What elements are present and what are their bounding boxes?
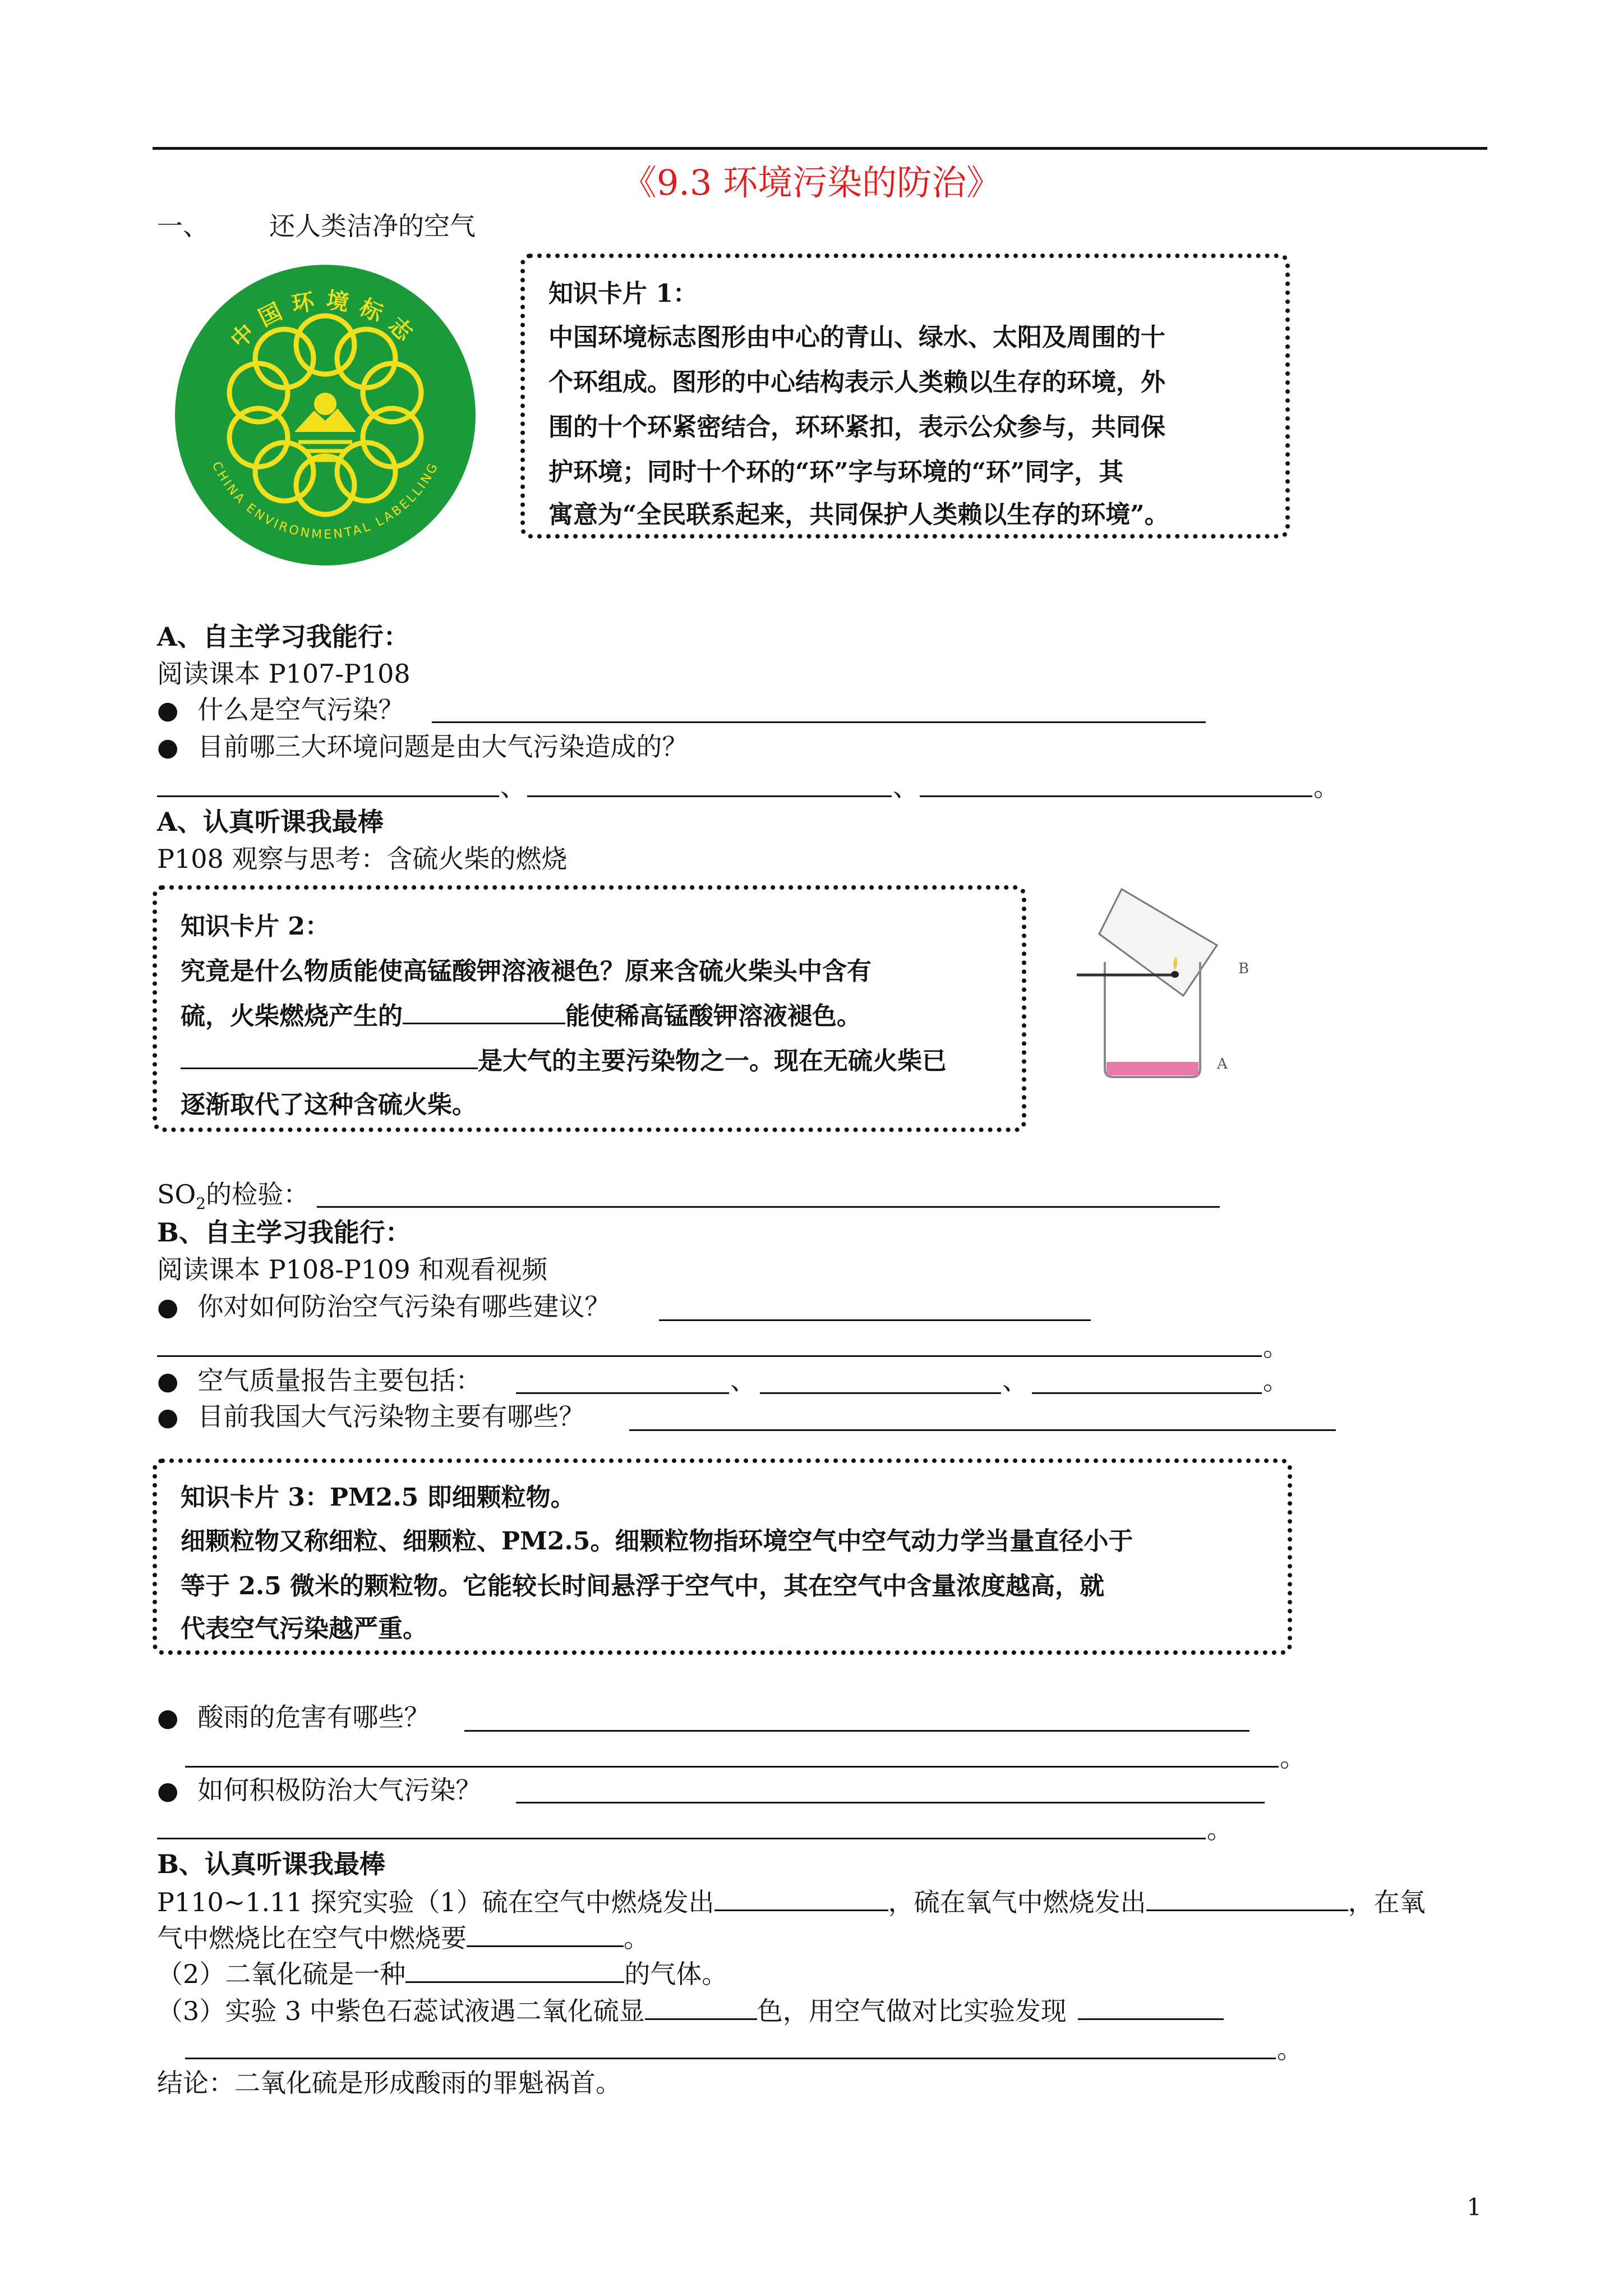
experiment-line-3a: （2）二氧化硫是一种 (157, 1959, 406, 1989)
reading-assignment-1: 阅读课本 P107-P108 (157, 659, 411, 689)
china-environmental-label-logo (174, 264, 477, 567)
end-mark: 。 (1313, 772, 1339, 802)
card3-line: 细颗粒物又称细粒、细颗粒、PM2.5。细颗粒物指环境空气中空气动力学当量直径小于 (181, 1527, 1133, 1556)
answer-blank[interactable] (527, 795, 892, 797)
header-rule (153, 147, 1487, 150)
answer-blank[interactable] (760, 1392, 1001, 1394)
question-main-pollutants: ● 目前我国大气污染物主要有哪些？ (157, 1399, 584, 1435)
card1-line: 中国环境标志图形由中心的青山、绿水、太阳及周围的十 (548, 323, 1165, 352)
answer-blank[interactable] (659, 1319, 1091, 1321)
answer-blank[interactable] (714, 1884, 888, 1911)
question-prevent-air-pollution: ● 如何积极防治大气污染？ (157, 1773, 481, 1809)
part-a-class-heading: A、认真听课我最棒 (157, 807, 384, 837)
part-a-self-study-heading: A、自主学习我能行： (157, 622, 409, 652)
end-mark: 。 (1280, 1742, 1306, 1773)
answer-blank[interactable] (181, 1042, 478, 1069)
page-number: 1 (1467, 2193, 1482, 2221)
separator: 、 (893, 772, 919, 802)
answer-blank[interactable] (432, 721, 1206, 723)
card2-line: 是大气的主要污染物之一。现在无硫火柴已 (478, 1047, 947, 1075)
card1-line: 寓意为“全民联系起来，共同保护人类赖以生存的环境”。 (548, 500, 1169, 529)
answer-blank[interactable] (157, 1355, 1262, 1357)
card1-line: 个环组成。图形的中心结构表示人类赖以生存的环境，外 (548, 368, 1165, 397)
question-prevention-suggestions: ● 你对如何防治空气污染有哪些建议？ (157, 1289, 610, 1325)
experiment-line-1c: ，在氧 (1348, 1887, 1426, 1917)
card1-label: 知识卡片 1： (548, 279, 698, 308)
experiment-line-1b: ，硫在氧气中燃烧发出 (888, 1887, 1146, 1917)
answer-blank[interactable] (645, 1993, 757, 2020)
answer-blank[interactable] (157, 1838, 1206, 1839)
part-b-class-heading: B、认真听课我最棒 (157, 1849, 385, 1879)
so2-prefix: SO (157, 1179, 196, 1209)
page-title: 《9.3 环境污染的防治》 (621, 162, 1002, 203)
answer-blank[interactable] (629, 1429, 1336, 1431)
card2-line: 硫，火柴燃烧产生的 (181, 1002, 403, 1030)
question-air-pollution: ● 什么是空气污染？ (157, 692, 404, 728)
section-number: 一、 (157, 211, 209, 241)
card3-line: 等于 2.5 微米的颗粒物。它能较长时间悬浮于空气中，其在空气中含量浓度越高，就 (181, 1572, 1105, 1600)
knowledge-card-3 (153, 1458, 1292, 1655)
experiment-line-3b: 的气体。 (624, 1959, 728, 1989)
experiment-line-4a: （3）实验 3 中紫色石蕊试液遇二氧化硫显 (157, 1996, 645, 2026)
answer-blank[interactable] (317, 1206, 1220, 1208)
card2-label: 知识卡片 2： (181, 912, 330, 941)
knowledge-card-1 (520, 254, 1290, 539)
diagram-label-b: B (1238, 960, 1249, 977)
answer-blank[interactable] (157, 795, 499, 797)
answer-blank[interactable] (1146, 1884, 1348, 1911)
section-heading: 还人类洁净的空气 (269, 211, 476, 241)
logo-text-top: 中国环境标志 (225, 287, 425, 354)
separator: 、 (1002, 1365, 1028, 1396)
card1-line: 护环境；同时十个环的“环”字与环境的“环”同字，其 (548, 458, 1124, 486)
observe-think: P108 观察与思考：含硫火柴的燃烧 (157, 844, 568, 874)
end-mark: 。 (1277, 2034, 1303, 2064)
knowledge-card-2 (153, 885, 1026, 1132)
experiment-line-2a: 气中燃烧比在空气中燃烧要 (157, 1923, 467, 1953)
separator: 、 (500, 772, 526, 802)
experiment-line-1a: P110~1.11 探究实验（1）硫在空气中燃烧发出 (157, 1887, 714, 1917)
question-acid-rain-harm: ● 酸雨的危害有哪些？ (157, 1700, 430, 1736)
so2-label: 的检验： (206, 1179, 310, 1209)
card2-line: 逐渐取代了这种含硫火柴。 (181, 1091, 477, 1119)
answer-blank[interactable] (1032, 1392, 1262, 1394)
question-air-quality-report: ● 空气质量报告主要包括： (157, 1363, 481, 1399)
end-mark: 。 (1263, 1332, 1289, 1362)
reading-assignment-2: 阅读课本 P108-P109 和观看视频 (157, 1254, 548, 1285)
answer-blank[interactable] (1078, 1993, 1224, 2020)
card2-line: 能使稀高锰酸钾溶液褪色。 (565, 1002, 861, 1030)
so2-subscript: 2 (196, 1194, 206, 1213)
card2-line: 究竟是什么物质能使高锰酸钾溶液褪色？原来含硫火柴头中含有 (181, 957, 872, 986)
answer-blank[interactable] (516, 1802, 1265, 1803)
diagram-label-a: A (1217, 1056, 1228, 1073)
card1-line: 围的十个环紧密结合，环环紧扣，表示公众参与，共同保 (548, 413, 1165, 441)
experiment-line-2b: 。 (624, 1923, 649, 1953)
question-three-problems: ● 目前哪三大环境问题是由大气污染造成的？ (157, 729, 688, 765)
end-mark: 。 (1207, 1814, 1233, 1844)
answer-blank[interactable] (516, 1392, 729, 1394)
experiment-line-4b: 色，用空气做对比实验发现 (757, 1996, 1067, 2026)
answer-blank[interactable] (403, 997, 565, 1024)
card3-label: 知识卡片 3：PM2.5 即细颗粒物。 (181, 1483, 575, 1512)
sulfur-match-experiment-diagram (1066, 884, 1279, 1091)
answer-blank[interactable] (185, 2058, 1276, 2059)
separator: 、 (730, 1365, 756, 1396)
card3-line: 代表空气污染越严重。 (181, 1614, 427, 1643)
end-mark: 。 (1263, 1365, 1289, 1396)
conclusion: 结论：二氧化硫是形成酸雨的罪魁祸首。 (157, 2068, 621, 2098)
part-b-self-study-heading: B、自主学习我能行： (157, 1217, 411, 1248)
answer-blank[interactable] (185, 1766, 1279, 1768)
answer-blank[interactable] (920, 795, 1312, 797)
answer-blank[interactable] (467, 1920, 624, 1947)
answer-blank[interactable] (464, 1730, 1249, 1732)
logo-text-bottom: CHINA ENVIRONMENTAL LABELLING (209, 459, 442, 542)
answer-blank[interactable] (405, 1955, 624, 1983)
